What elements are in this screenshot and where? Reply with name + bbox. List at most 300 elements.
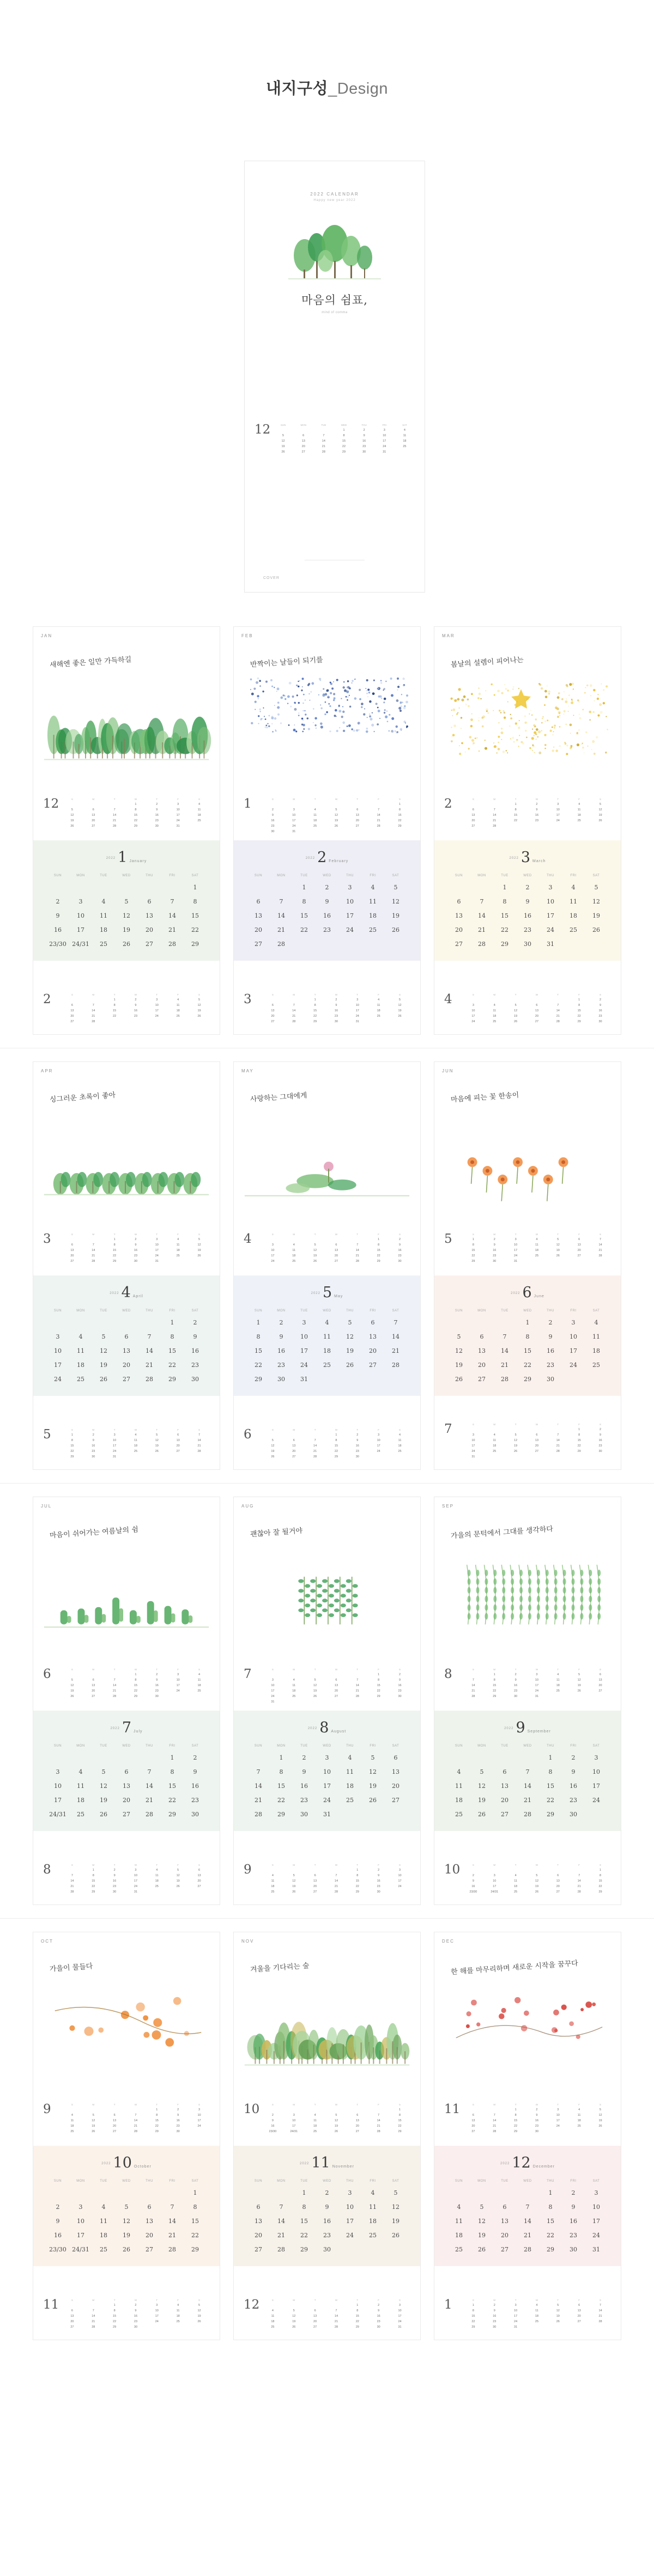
calendar-day-cell[interactable] [46,880,69,894]
calendar-day-cell[interactable]: 5 [124,2203,129,2211]
calendar-day-cell[interactable]: 1 [170,1754,174,1761]
calendar-day-cell[interactable]: 28 [146,1810,153,1818]
calendar-day-cell[interactable]: 7 [502,1333,507,1340]
calendar-day-cell[interactable] [262,1432,283,1438]
calendar-day-cell[interactable]: 9 [356,1439,359,1442]
calendar-day-cell[interactable]: 20 [334,1254,338,1258]
calendar-day-cell[interactable]: 15 [70,1444,74,1448]
calendar-day-cell[interactable]: 7 [378,2114,380,2117]
calendar-day-cell[interactable]: 4 [293,1678,295,1682]
calendar-day-cell[interactable]: 19 [592,912,600,919]
calendar-day-cell[interactable]: 21 [168,2231,176,2239]
calendar-day-cell[interactable]: 29 [501,940,508,948]
calendar-day-cell[interactable]: 24 [535,1689,539,1693]
calendar-day-cell[interactable]: 9 [92,1439,94,1442]
calendar-day-cell[interactable]: 6 [302,434,305,437]
calendar-day-cell[interactable]: 4 [314,808,316,811]
calendar-day-cell[interactable]: 29 [155,2130,159,2133]
calendar-day-cell[interactable] [368,802,389,807]
calendar-day-cell[interactable] [347,829,368,834]
calendar-day-cell[interactable]: 25 [369,926,377,933]
calendar-day-cell[interactable]: 22 [191,926,199,933]
calendar-day-cell[interactable]: 30 [514,1695,518,1698]
calendar-day-cell[interactable]: 29 [334,1455,338,1458]
calendar-day-cell[interactable]: 4 [536,1238,538,1241]
calendar-day-cell[interactable]: 4 [594,1318,598,1326]
calendar-day-cell[interactable]: 17 [570,1347,577,1354]
calendar-day-cell[interactable]: 20 [535,1444,539,1448]
calendar-day-cell[interactable]: 30 [176,2130,180,2133]
calendar-day-cell[interactable]: 24 [556,819,560,822]
calendar-day-cell[interactable] [305,1237,326,1242]
calendar-day-cell[interactable]: 27 [369,1361,377,1369]
calendar-day-cell[interactable]: 30 [598,1020,602,1023]
calendar-day-cell[interactable] [463,2107,484,2113]
calendar-day-cell[interactable]: 17 [471,1444,475,1448]
calendar-day-cell[interactable]: 17 [346,2217,354,2225]
calendar-day-cell[interactable]: 8 [193,898,197,905]
calendar-day-cell[interactable] [189,2129,210,2134]
calendar-day-cell[interactable] [590,1454,611,1460]
calendar-day-cell[interactable]: 7 [323,434,325,437]
calendar-day-cell[interactable]: 6 [71,2309,73,2312]
calendar-day-cell[interactable] [347,1672,368,1677]
calendar-day-cell[interactable]: 14 [392,1333,399,1340]
calendar-day-cell[interactable]: 22 [514,2125,518,2128]
calendar-day-cell[interactable] [69,1315,92,1329]
calendar-day-cell[interactable]: 18 [570,912,577,919]
calendar-day-cell[interactable]: 2 [399,1238,401,1241]
calendar-day-cell[interactable] [189,1019,210,1024]
calendar-day-cell[interactable]: 27 [292,1455,296,1458]
calendar-day-cell[interactable]: 12 [292,2315,296,2318]
calendar-day-cell[interactable]: 13 [355,2119,359,2122]
calendar-day-cell[interactable]: 14 [598,1243,602,1247]
calendar-day-cell[interactable]: 25 [535,1254,539,1258]
calendar-day-cell[interactable]: 7 [356,1243,359,1247]
calendar-day-cell[interactable]: 5 [101,1333,106,1340]
calendar-day-cell[interactable]: 31 [514,2325,518,2329]
calendar-day-cell[interactable]: 16 [134,1249,138,1252]
calendar-day-cell[interactable]: 23 [535,819,539,822]
calendar-day-cell[interactable]: 27 [255,940,262,948]
calendar-day-cell[interactable]: 10 [383,434,386,437]
calendar-day-cell[interactable]: 17 [556,2119,560,2122]
calendar-day-cell[interactable]: 5 [71,808,73,811]
calendar-day-cell[interactable]: 19 [313,1689,317,1693]
calendar-day-cell[interactable]: 3 [399,2304,401,2307]
calendar-day-cell[interactable]: 24 [398,1885,402,1888]
calendar-day-cell[interactable]: 14 [313,1444,317,1448]
calendar-day-cell[interactable]: 29 [355,1890,359,1894]
calendar-day-cell[interactable]: 5 [457,1333,461,1340]
calendar-day-cell[interactable]: 24 [471,1450,475,1453]
calendar-day-cell[interactable]: 16 [334,1009,338,1012]
calendar-day-cell[interactable]: 9 [399,1678,401,1682]
calendar-day-cell[interactable] [69,880,92,894]
calendar-day-cell[interactable]: 3 [348,2189,352,2196]
calendar-day-cell[interactable]: 9 [363,434,365,437]
calendar-day-cell[interactable]: 6 [293,1439,295,1442]
calendar-day-cell[interactable] [247,880,270,894]
calendar-day-cell[interactable]: 9 [493,2309,495,2312]
calendar-day-cell[interactable] [547,1259,568,1264]
calendar-day-cell[interactable]: 25 [100,940,107,948]
calendar-day-cell[interactable]: 20 [255,2231,262,2239]
calendar-day-cell[interactable]: 22 [355,1885,359,1888]
calendar-day-cell[interactable]: 3 [383,429,385,432]
calendar-day-cell[interactable] [92,1750,115,1765]
calendar-day-cell[interactable]: 10 [556,808,560,811]
calendar-day-cell[interactable]: 14 [355,1249,359,1252]
calendar-day-cell[interactable]: 22 [92,1885,95,1888]
calendar-day-cell[interactable]: 17 [54,1361,62,1369]
calendar-day-cell[interactable] [547,2129,568,2134]
calendar-day-cell[interactable]: 21 [377,819,380,822]
calendar-day-cell[interactable] [493,1750,516,1765]
calendar-day-cell[interactable]: 16 [191,1782,199,1790]
calendar-day-cell[interactable]: 26 [313,1695,317,1698]
calendar-day-cell[interactable]: 17 [383,439,386,443]
calendar-day-cell[interactable]: 10 [77,912,84,919]
calendar-day-cell[interactable] [262,2303,283,2308]
calendar-day-cell[interactable]: 7 [335,2309,337,2312]
calendar-day-cell[interactable]: 12 [123,2217,130,2225]
calendar-day-cell[interactable]: 19 [271,1450,275,1453]
calendar-day-cell[interactable] [547,823,568,829]
calendar-day-cell[interactable]: 12 [592,898,600,905]
calendar-day-cell[interactable]: 3 [472,1004,474,1007]
calendar-day-cell[interactable]: 29 [168,1810,176,1818]
calendar-day-cell[interactable]: 27 [392,1796,399,1804]
calendar-day-cell[interactable]: 12 [392,898,399,905]
calendar-day-cell[interactable] [338,1372,361,1386]
calendar-day-cell[interactable] [83,1672,104,1677]
calendar-day-cell[interactable]: 30 [300,1810,308,1818]
calendar-day-cell[interactable]: 28 [501,1375,508,1383]
calendar-day-cell[interactable]: 29 [70,1455,74,1458]
calendar-day-cell[interactable] [526,823,548,829]
calendar-day-cell[interactable]: 19 [535,1885,539,1888]
calendar-day-cell[interactable]: 28 [313,1455,317,1458]
calendar-day-cell[interactable]: 14 [355,1684,359,1687]
calendar-day-cell[interactable]: 12 [155,1439,159,1442]
calendar-day-cell[interactable] [283,1237,305,1242]
calendar-day-cell[interactable]: 19 [123,2231,130,2239]
calendar-day-cell[interactable]: 30 [134,2325,138,2329]
calendar-day-cell[interactable]: 24 [514,1254,518,1258]
calendar-day-cell[interactable] [493,2186,516,2200]
calendar-day-cell[interactable]: 17 [493,1885,496,1888]
calendar-day-cell[interactable]: 10 [346,898,354,905]
calendar-day-cell[interactable]: 5 [314,1678,316,1682]
calendar-day-cell[interactable]: 25 [313,2130,317,2133]
calendar-day-cell[interactable]: 8 [399,2114,401,2117]
calendar-day-cell[interactable]: 10 [54,1782,62,1790]
calendar-day-cell[interactable] [293,428,313,433]
calendar-day-cell[interactable]: 14 [377,814,380,817]
calendar-day-cell[interactable]: 6 [502,1768,507,1775]
calendar-day-cell[interactable]: 24 [383,445,386,448]
calendar-day-cell[interactable]: 27 [70,1260,74,1263]
calendar-day-cell[interactable]: 6 [92,808,94,811]
calendar-day-cell[interactable] [368,1699,389,1705]
calendar-day-cell[interactable]: 15 [471,2315,475,2318]
calendar-day-cell[interactable]: 28 [334,2325,338,2329]
calendar-day-cell[interactable] [313,428,334,433]
calendar-day-cell[interactable]: 16 [570,1782,577,1790]
calendar-day-cell[interactable]: 28 [478,940,486,948]
calendar-day-cell[interactable]: 23 [191,1796,199,1804]
calendar-day-cell[interactable]: 29 [92,1890,95,1894]
calendar-day-cell[interactable]: 1 [92,1869,94,1872]
calendar-day-cell[interactable]: 22 [300,926,308,933]
calendar-day-cell[interactable]: 19 [514,1444,518,1448]
calendar-day-cell[interactable]: 28 [146,1375,153,1383]
calendar-day-cell[interactable]: 27 [355,2130,359,2133]
calendar-day-cell[interactable] [305,2107,326,2113]
calendar-day-cell[interactable]: 15 [300,2217,308,2225]
calendar-day-cell[interactable] [347,1699,368,1705]
calendar-day-cell[interactable]: 28 [168,940,176,948]
calendar-day-cell[interactable] [562,1372,585,1386]
calendar-day-cell[interactable]: 13 [455,912,463,919]
calendar-day-cell[interactable]: 2 [548,1318,553,1326]
calendar-day-cell[interactable]: 8 [502,898,507,905]
calendar-day-cell[interactable]: 16 [54,2231,62,2239]
calendar-day-cell[interactable]: 21 [478,926,486,933]
calendar-day-cell[interactable]: 30 [362,450,366,454]
calendar-day-cell[interactable]: 27 [334,1695,338,1698]
calendar-day-cell[interactable]: 5 [293,2309,295,2312]
calendar-day-cell[interactable]: 1 [113,1238,116,1241]
calendar-day-cell[interactable]: 8 [378,1243,380,1247]
calendar-day-cell[interactable]: 2 [356,1433,359,1437]
calendar-day-cell[interactable]: 24 [547,926,554,933]
calendar-day-cell[interactable]: 22 [113,1015,117,1018]
calendar-day-cell[interactable]: 26 [197,1254,201,1258]
calendar-day-cell[interactable]: 16 [277,1347,285,1354]
calendar-day-cell[interactable]: 15 [577,1439,581,1442]
calendar-day-cell[interactable]: 23/30 [469,1890,477,1894]
calendar-day-cell[interactable] [547,1867,568,1873]
calendar-day-cell[interactable]: 19 [346,1347,354,1354]
calendar-day-cell[interactable]: 22 [134,819,138,822]
calendar-day-cell[interactable]: 11 [493,1009,496,1012]
calendar-day-cell[interactable]: 9 [271,2119,274,2122]
calendar-day-cell[interactable]: 5 [578,1673,580,1676]
calendar-day-cell[interactable] [463,1672,484,1677]
calendar-day-cell[interactable]: 12 [598,2114,602,2117]
calendar-day-cell[interactable]: 5 [600,803,602,806]
calendar-day-cell[interactable]: 7 [314,1439,316,1442]
calendar-day-cell[interactable]: 31 [592,2245,600,2253]
calendar-day-cell[interactable]: 11 [535,2309,538,2312]
calendar-day-cell[interactable]: 16 [176,2119,180,2122]
calendar-day-cell[interactable]: 24 [155,1254,159,1258]
calendar-day-cell[interactable]: 6 [502,2203,507,2211]
calendar-day-cell[interactable] [463,1427,484,1432]
calendar-day-cell[interactable] [568,823,590,829]
calendar-day-cell[interactable]: 13 [471,2119,475,2122]
calendar-day-cell[interactable]: 2 [600,1428,602,1431]
calendar-day-cell[interactable]: 27 [501,1810,508,1818]
calendar-day-cell[interactable] [283,2107,305,2113]
calendar-day-cell[interactable]: 11 [197,1678,201,1682]
calendar-day-cell[interactable]: 5 [314,1243,316,1247]
calendar-day-cell[interactable]: 5 [92,2114,94,2117]
calendar-day-cell[interactable]: 10 [471,1009,475,1012]
calendar-day-cell[interactable]: 28 [471,1695,475,1698]
calendar-day-cell[interactable] [316,1372,338,1386]
calendar-day-cell[interactable]: 14 [501,1347,508,1354]
calendar-day-cell[interactable]: 26 [292,2325,296,2329]
calendar-day-cell[interactable]: 26 [455,1375,463,1383]
calendar-day-cell[interactable]: 7 [256,1768,261,1775]
calendar-day-cell[interactable]: 13 [113,2119,117,2122]
calendar-day-cell[interactable]: 2 [156,803,158,806]
calendar-day-cell[interactable]: 22 [398,819,402,822]
calendar-day-cell[interactable]: 29 [547,1810,554,1818]
calendar-day-cell[interactable]: 27 [535,1450,539,1453]
calendar-day-cell[interactable] [347,1237,368,1242]
calendar-day-cell[interactable]: 20 [146,2231,153,2239]
calendar-day-cell[interactable] [92,880,115,894]
calendar-day-cell[interactable]: 20 [92,1689,95,1693]
calendar-day-cell[interactable]: 25 [369,2231,377,2239]
calendar-day-cell[interactable]: 12 [313,1684,317,1687]
calendar-day-cell[interactable]: 18 [323,1347,331,1354]
calendar-day-cell[interactable]: 12 [292,1879,296,1883]
calendar-day-cell[interactable]: 3 [356,998,359,1002]
calendar-day-cell[interactable] [516,1750,539,1765]
calendar-day-cell[interactable]: 28 [292,1020,296,1023]
calendar-day-cell[interactable]: 24 [54,1375,62,1383]
calendar-day-cell[interactable]: 29 [577,1450,581,1453]
calendar-day-cell[interactable]: 25 [577,2125,581,2128]
calendar-day-cell[interactable] [138,880,161,894]
calendar-day-cell[interactable] [83,2107,104,2113]
calendar-day-cell[interactable] [125,2107,147,2113]
calendar-day-cell[interactable]: 20 [334,1689,338,1693]
calendar-day-cell[interactable]: 25 [100,2245,107,2253]
calendar-day-cell[interactable]: 16 [134,2315,138,2318]
calendar-day-cell[interactable] [305,1432,326,1438]
calendar-day-cell[interactable]: 21 [598,1249,602,1252]
calendar-day-cell[interactable]: 9 [472,1879,474,1883]
calendar-day-cell[interactable]: 26 [514,1020,518,1023]
calendar-day-cell[interactable]: 8 [525,1333,530,1340]
calendar-day-cell[interactable]: 4 [101,2203,106,2211]
calendar-day-cell[interactable]: 4 [493,1433,495,1437]
calendar-day-cell[interactable]: 18 [535,2315,539,2318]
calendar-day-cell[interactable]: 19 [155,1444,159,1448]
calendar-day-cell[interactable]: 2 [271,808,274,811]
calendar-day-cell[interactable] [283,2303,305,2308]
calendar-day-cell[interactable]: 25 [134,1450,138,1453]
calendar-day-cell[interactable]: 25 [155,1885,159,1888]
calendar-day-cell[interactable]: 11 [455,1782,463,1790]
calendar-day-cell[interactable]: 2 [193,1318,197,1326]
calendar-day-cell[interactable]: 21 [70,1885,74,1888]
calendar-day-cell[interactable] [305,1867,326,1873]
calendar-day-cell[interactable]: 13 [301,439,305,443]
calendar-day-cell[interactable]: 13 [176,1439,180,1442]
calendar-day-cell[interactable]: 2 [378,1869,380,1872]
calendar-day-cell[interactable]: 26 [281,450,285,454]
calendar-day-cell[interactable]: 10 [292,814,296,817]
calendar-day-cell[interactable]: 27 [301,450,305,454]
calendar-day-cell[interactable]: 15 [113,2315,117,2318]
calendar-day-cell[interactable]: 13 [255,912,262,919]
calendar-day-cell[interactable]: 14 [113,1684,117,1687]
calendar-day-cell[interactable]: 3 [271,1678,274,1682]
calendar-day-cell[interactable]: 4 [156,1869,158,1872]
calendar-day-cell[interactable]: 16 [398,1249,402,1252]
calendar-day-cell[interactable] [46,2186,69,2200]
calendar-day-cell[interactable]: 4 [101,898,106,905]
calendar-day-cell[interactable]: 21 [292,1015,296,1018]
calendar-day-cell[interactable]: 3 [271,1243,274,1247]
calendar-day-cell[interactable]: 22 [471,1254,475,1258]
calendar-day-cell[interactable]: 30 [323,2245,331,2253]
calendar-day-cell[interactable]: 16 [271,819,275,822]
calendar-day-cell[interactable]: 17 [346,912,354,919]
calendar-day-cell[interactable]: 13 [313,2315,317,2318]
calendar-day-cell[interactable]: 8 [193,2203,197,2211]
calendar-day-cell[interactable]: 23/30 [49,940,66,948]
calendar-day-cell[interactable]: 31 [355,1020,359,1023]
calendar-day-cell[interactable]: 14 [146,1782,153,1790]
calendar-day-cell[interactable]: 31 [271,1700,275,1704]
calendar-day-cell[interactable]: 24 [292,825,296,828]
calendar-day-cell[interactable] [384,937,407,951]
calendar-day-cell[interactable]: 20 [535,1015,539,1018]
calendar-day-cell[interactable]: 19 [92,2125,95,2128]
calendar-day-cell[interactable]: 3 [156,998,158,1002]
calendar-day-cell[interactable]: 15 [547,2217,554,2225]
calendar-day-cell[interactable]: 3 [325,1754,329,1761]
calendar-day-cell[interactable]: 26 [478,2245,486,2253]
calendar-day-cell[interactable]: 15 [398,2119,402,2122]
calendar-day-cell[interactable]: 27 [197,1885,201,1888]
calendar-day-cell[interactable]: 6 [256,2203,261,2211]
calendar-day-cell[interactable]: 18 [313,2125,317,2128]
calendar-day-cell[interactable]: 13 [255,2217,262,2225]
calendar-day-cell[interactable]: 10 [493,1879,496,1883]
calendar-day-cell[interactable]: 10 [355,1004,359,1007]
calendar-day-cell[interactable]: 9 [177,2114,179,2117]
calendar-day-cell[interactable]: 2 [56,898,60,905]
calendar-day-cell[interactable]: 18 [176,1249,180,1252]
calendar-day-cell[interactable]: 20 [255,926,262,933]
calendar-day-cell[interactable]: 22 [342,445,346,448]
calendar-day-cell[interactable] [104,1672,125,1677]
calendar-day-cell[interactable]: 30 [355,1455,359,1458]
calendar-day-cell[interactable]: 17 [155,1009,159,1012]
calendar-day-cell[interactable] [526,1427,548,1432]
calendar-day-cell[interactable]: 18 [455,1796,463,1804]
calendar-day-cell[interactable]: 22 [355,2320,359,2323]
calendar-day-cell[interactable]: 5 [271,1439,274,1442]
calendar-day-cell[interactable]: 22 [577,1444,581,1448]
calendar-day-cell[interactable] [283,802,305,807]
calendar-day-cell[interactable]: 6 [147,2203,152,2211]
calendar-day-cell[interactable]: 23 [570,1796,577,1804]
calendar-day-cell[interactable]: 1 [170,1318,174,1326]
calendar-day-cell[interactable]: 5 [594,883,598,891]
calendar-day-cell[interactable]: 20 [577,1249,581,1252]
